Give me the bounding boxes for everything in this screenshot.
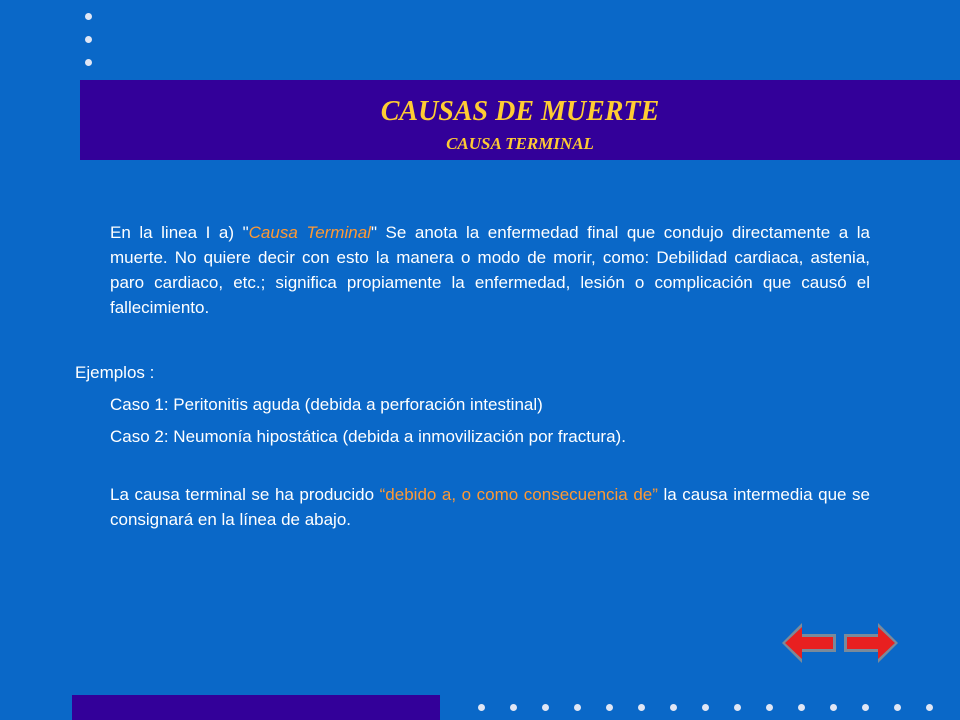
slide-title: CAUSAS DE MUERTE: [380, 96, 660, 127]
decor-dot: [862, 704, 869, 711]
examples-label: Ejemplos :: [75, 363, 155, 382]
decor-dot: [606, 704, 613, 711]
paragraph-prefix: En la linea I a) ": [110, 223, 249, 242]
decor-dot: [926, 704, 933, 711]
decor-dot: [702, 704, 709, 711]
paragraph-suffix: la causa intermedia que se consignará en la línea de abajo.: [110, 485, 871, 529]
decor-dot: [85, 13, 92, 20]
decor-dot: [734, 704, 741, 711]
title-band: [80, 80, 960, 160]
bottom-band: [72, 695, 440, 720]
decor-dot: [510, 704, 517, 711]
decor-dot: [670, 704, 677, 711]
decor-dot: [478, 704, 485, 711]
slide-subtitle: CAUSA TERMINAL: [446, 134, 594, 153]
decor-dot: [542, 704, 549, 711]
paragraph-consequence: [110, 482, 870, 532]
decor-dot: [830, 704, 837, 711]
decor-dot: [798, 704, 805, 711]
example-case-1: Caso 1: Peritonitis aguda (debida a perforación intestinal): [110, 395, 543, 414]
decor-dot: [85, 59, 92, 66]
decor-dot: [85, 36, 92, 43]
paragraph-prefix: La causa terminal se ha producido: [110, 485, 380, 504]
example-case-2: Caso 2: Neumonía hipostática (debida a inmovilización por fractura).: [110, 427, 626, 446]
decor-dot: [638, 704, 645, 711]
paragraph-terminal-cause: [110, 220, 870, 320]
highlight-causa-terminal: Causa Terminal: [248, 223, 371, 242]
highlight-debido-a: “debido a, o como consecuencia de”: [379, 485, 658, 504]
arrow-left-icon[interactable]: [780, 620, 838, 666]
paragraph-suffix: " Se anota la enfermedad final que condujo directamente a la muerte. No quiere decir con esto la manera o modo de morir, como: Debilidad cardiaca, astenia, paro cardiaco, etc.; significa propiamente la enfermedad, lesión o complicación que causó el fallecimiento.: [110, 223, 870, 317]
decor-dot: [766, 704, 773, 711]
decor-dot: [574, 704, 581, 711]
arrow-right-icon[interactable]: [842, 620, 900, 666]
decor-dot: [894, 704, 901, 711]
